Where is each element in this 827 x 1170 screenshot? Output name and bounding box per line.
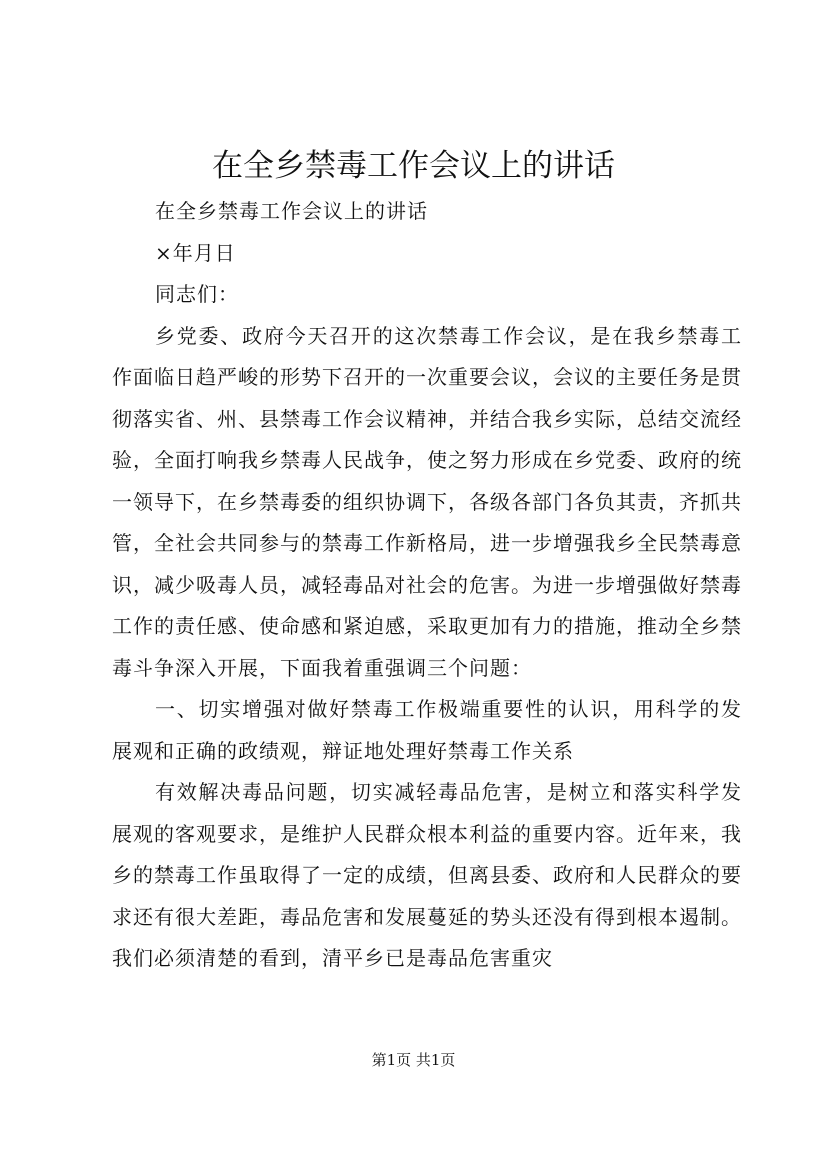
salutation-paragraph: 同志们： [155, 282, 239, 306]
intro-paragraph: 乡党委、政府今天召开的这次禁毒工作会议，是在我乡禁毒工作面临日趋严峻的形势下召开的一次重要会议，会议的主要任务是贯彻落实省、州、县禁毒工作会议精神，并结合我乡实际，总结交流经验，全面打响我乡禁毒人民战争，使之努力形成在乡党委、政府的统一领导下，在乡禁毒委的组织协调下，各级各部门各负其责，齐抓共管，全社会共同参与的禁毒工作新格局，进一步增强我乡全民禁毒意识，减少吸毒人员，减轻毒品对社会的危害。为进一步增强做好禁毒工作的责任感、使命感和紧迫感，采取更加有力的措施，推动全乡禁毒斗争深入开展，下面我着重强调三个问题： [112, 323, 742, 680]
page-footer: 第1页 共1页 [371, 1051, 456, 1069]
body-paragraph: 有效解决毒品问题，切实减轻毒品危害，是树立和落实科学发展观的客观要求，是维护人民群众根本利益的重要内容。近年来，我乡的禁毒工作虽取得了一定的成绩，但离县委、政府和人民群众的要求还有很大差距，毒品危害和发展蔓延的势头还没有得到根本遏制。我们必须清楚的看到，清平乡已是毒品危害重灾 [112, 780, 742, 970]
document-body [112, 191, 742, 980]
date-paragraph: ×年月日 [155, 240, 236, 265]
subtitle-paragraph: 在全乡禁毒工作会议上的讲话 [155, 199, 428, 223]
document-title: 在全乡禁毒工作会议上的讲话 [212, 148, 615, 184]
section-heading-paragraph: 一、切实增强对做好禁毒工作极端重要性的认识，用科学的发展观和正确的政绩观，辩证地处理好禁毒工作关系 [112, 697, 742, 763]
